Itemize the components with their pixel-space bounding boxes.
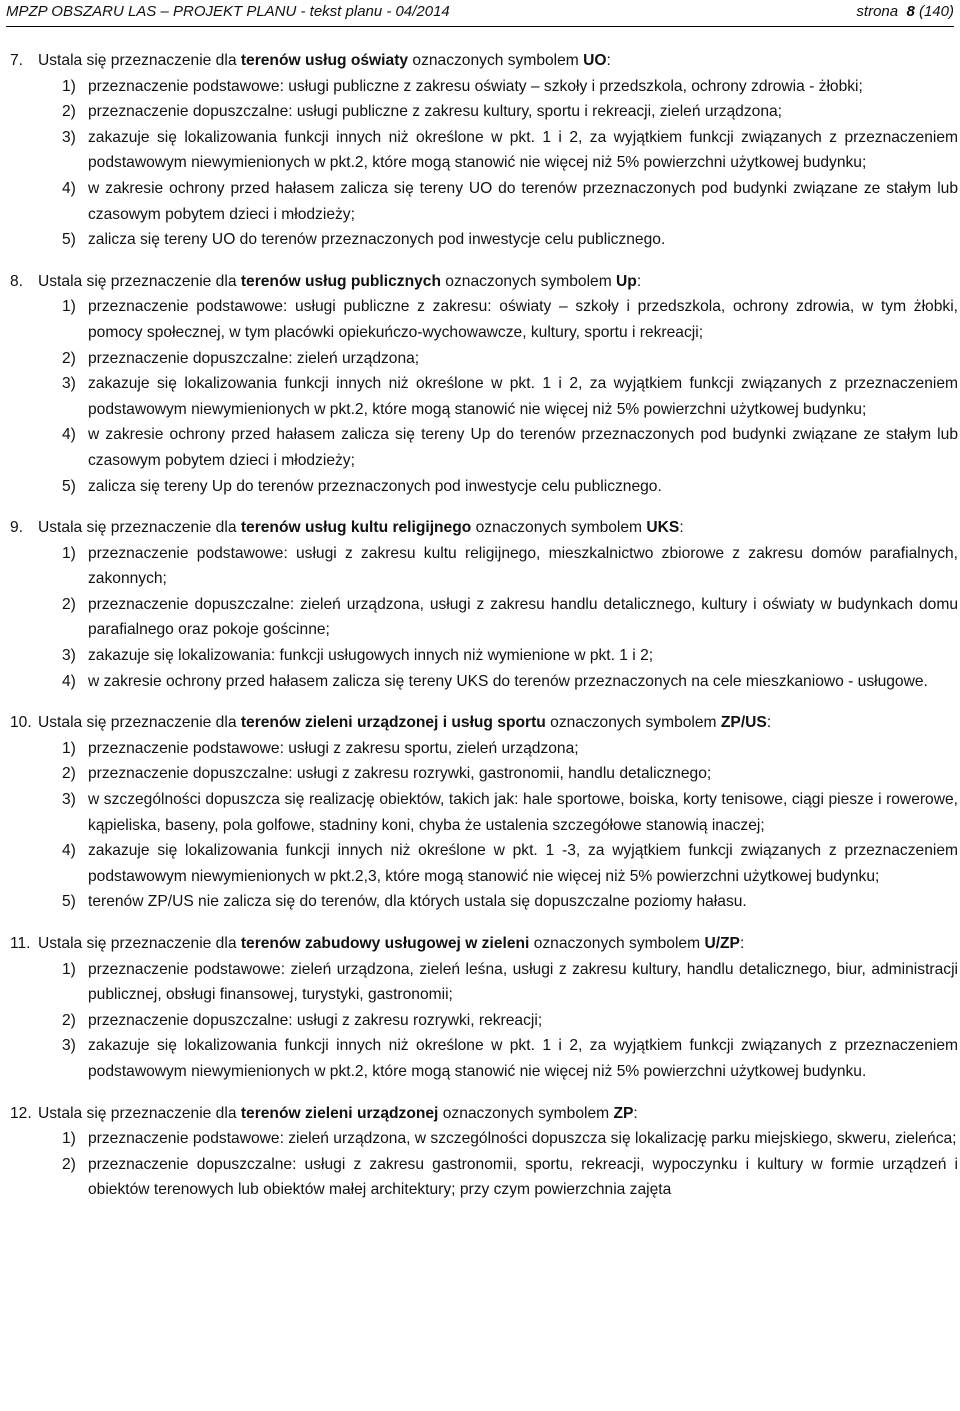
list-item — [62, 125, 958, 176]
heading-prefix: Ustala się przeznaczenie dla — [38, 1104, 241, 1122]
item-text: zakazuje się lokalizowania: funkcji usługowych innych niż wymienione w pkt. 1 i 2; — [88, 647, 654, 665]
heading-connector: oznaczonych symbolem — [545, 714, 721, 732]
land-use-name: terenów usług publicznych — [240, 272, 441, 290]
land-use-name: terenów zieleni urządzonej — [240, 1104, 439, 1122]
item-text: w szczególności dopuszcza się realizację obiektów, takich jak: hale sportowe, boiska, korty tenisowe, ciągi piesze i rowerowe, kąpieliska, baseny, pola golfowe, stadniny koni, chyba że ustalenia szczegółowe stanowią inaczej; — [88, 791, 958, 834]
list-item — [62, 643, 958, 669]
header-title: MPZP OBSZARU LAS – PROJEKT PLANU - tekst planu - 04/2014 — [6, 3, 450, 20]
item-text: w zakresie ochrony przed hałasem zalicza się tereny UO do terenów przeznaczonych pod budynki związane ze stałym lub czasowym pobytem dzieci i młodzieży; — [88, 179, 958, 223]
land-use-name: terenów zabudowy usługowej w zieleni — [240, 935, 530, 952]
section-heading-text — [38, 48, 958, 74]
heading-prefix: Ustala się przeznaczenie dla — [38, 935, 241, 952]
page-total: (140) — [918, 3, 954, 20]
section-number: 7. — [10, 52, 24, 69]
item-list — [62, 541, 958, 695]
item-text: przeznaczenie dopuszczalne: zieleń urządzona, usługi z zakresu handlu detalicznego, kultury i oświaty w budynkach domu parafialnego oraz pokoje gościnne; — [88, 595, 958, 639]
page-number: 8 — [906, 3, 915, 20]
section-heading — [10, 710, 958, 736]
list-item — [62, 99, 958, 125]
item-number: 3) — [62, 1037, 76, 1055]
item-text: przeznaczenie dopuszczalne: usługi z zakresu rozrywki, rekreacji; — [88, 1011, 543, 1029]
item-number: 2) — [62, 1011, 76, 1029]
section-number: 9. — [10, 519, 24, 537]
land-use-name: terenów usług oświaty — [240, 52, 409, 69]
item-number: 3) — [62, 375, 76, 393]
zone-symbol: ZP — [613, 1104, 634, 1122]
section-heading-text — [38, 515, 958, 541]
list-item — [62, 957, 958, 1008]
heading-connector: oznaczonych symbolem — [408, 52, 584, 69]
list-item — [62, 592, 958, 643]
item-number: 1) — [62, 298, 76, 316]
list-item — [62, 474, 958, 500]
page-label: strona — [856, 3, 899, 20]
item-list — [62, 74, 958, 253]
item-text: zakazuje się lokalizowania funkcji innych niż określone w pkt. 1 -3, za wyjątkiem funkcji związanych z przeznaczeniem podstawowym niewymienionych w pkt.2,3, które mogą stanowić nie więcej niż 5% powierzchni użytkowej budynku; — [88, 842, 958, 885]
item-number: 2) — [62, 595, 76, 613]
item-text: terenów ZP/US nie zalicza się do terenów, dla których ustala się dopuszczalne poziomy hałasu. — [88, 893, 747, 911]
item-number: 5) — [62, 893, 76, 911]
list-item — [62, 346, 958, 372]
item-text: zakazuje się lokalizowania funkcji innych niż określone w pkt. 1 i 2, za wyjątkiem funkcji związanych z przeznaczeniem podstawowym niewymienionych w pkt.2, które mogą stanowić nie więcej niż 5% powierzchni użytkowej budynku. — [88, 1037, 958, 1080]
section-heading-text — [38, 931, 958, 957]
land-use-name: terenów usług kultu religijnego — [240, 519, 472, 537]
heading-prefix: Ustala się przeznaczenie dla — [38, 519, 241, 537]
section-number: 12. — [10, 1104, 32, 1122]
list-item — [62, 1033, 958, 1084]
item-text: zakazuje się lokalizowania funkcji innych niż określone w pkt. 1 i 2, za wyjątkiem funkcji związanych z przeznaczeniem podstawowym niewymienionych w pkt.2, które mogą stanowić nie więcej niż 5% powierzchni użytkowej budynku; — [88, 375, 958, 418]
item-text: przeznaczenie podstawowe: zieleń urządzona, w szczególności dopuszcza się lokalizację parku miejskiego, skweru, zieleńca; — [88, 1130, 957, 1148]
list-item — [62, 669, 958, 695]
heading-prefix: Ustala się przeznaczenie dla — [38, 52, 241, 69]
item-text: przeznaczenie dopuszczalne: usługi z zakresu rozrywki, gastronomii, handlu detalicznego; — [88, 765, 712, 783]
heading-connector: oznaczonych symbolem — [440, 272, 617, 290]
item-text: przeznaczenie podstawowe: usługi publiczne z zakresu: oświaty – szkoły i przedszkola, ochrony zdrowia, w tym żłobki, pomocy społecznej, w tym placówki opiekuńczo-wychowawcze, kultury, sportu i rekreacji; — [88, 298, 958, 341]
item-number: 2) — [62, 765, 76, 783]
heading-connector: oznaczonych symbolem — [438, 1104, 614, 1122]
list-item — [62, 422, 958, 473]
section-8 — [10, 269, 958, 499]
item-number: 4) — [62, 426, 76, 444]
page-header — [6, 0, 954, 27]
page-indicator — [856, 3, 954, 20]
heading-suffix: : — [633, 1104, 638, 1122]
list-item — [62, 541, 958, 592]
section-number: 11. — [10, 935, 31, 952]
heading-prefix: Ustala się przeznaczenie dla — [38, 714, 241, 732]
heading-suffix: : — [739, 935, 745, 952]
section-7 — [10, 48, 958, 253]
section-heading-text — [38, 269, 958, 295]
section-heading — [10, 931, 958, 957]
zone-symbol: Up — [616, 272, 637, 290]
heading-prefix: Ustala się przeznaczenie dla — [38, 272, 241, 290]
item-text: przeznaczenie podstawowe: usługi publiczne z zakresu oświaty – szkoły i przedszkola, ochrony zdrowia - żłobki; — [88, 77, 863, 95]
item-text: zalicza się tereny UO do terenów przeznaczonych pod inwestycje celu publicznego. — [88, 231, 666, 249]
item-number: 1) — [62, 77, 76, 95]
section-heading — [10, 515, 958, 541]
section-12 — [10, 1101, 958, 1203]
item-number: 4) — [62, 179, 76, 197]
item-list — [62, 294, 958, 499]
item-number: 2) — [62, 103, 76, 121]
item-number: 3) — [62, 128, 76, 146]
item-text: w zakresie ochrony przed hałasem zalicza się tereny UKS do terenów przeznaczonych na cele mieszkaniowo - usługowe. — [88, 672, 928, 690]
item-number: 1) — [62, 739, 76, 757]
item-list — [62, 1126, 958, 1203]
list-item — [62, 889, 958, 915]
land-use-name: terenów zieleni urządzonej i usług sportu — [240, 714, 546, 732]
item-number: 4) — [62, 842, 76, 860]
list-item — [62, 371, 958, 422]
section-number: 10. — [10, 714, 32, 732]
item-text: przeznaczenie podstawowe: zieleń urządzona, zieleń leśna, usługi z zakresu kultury, handlu detalicznego, biur, administracji publicznej, obsługi finansowej, turystyki, gastronomii; — [88, 960, 958, 1004]
heading-suffix: : — [606, 52, 611, 69]
zone-symbol: UKS — [646, 519, 680, 537]
section-10 — [10, 710, 958, 915]
item-text: przeznaczenie podstawowe: usługi z zakresu kultu religijnego, mieszkalnictwo zbiorowe z zakresu domów parafialnych, zakonnych; — [88, 544, 958, 588]
list-item — [62, 74, 958, 100]
item-number: 5) — [62, 477, 76, 495]
item-number: 3) — [62, 647, 76, 665]
item-number: 1) — [62, 1130, 76, 1148]
heading-suffix: : — [766, 714, 772, 732]
item-text: przeznaczenie dopuszczalne: usługi z zakresu gastronomii, sportu, rekreacji, wypoczynku i kultury w formie urządzeń i obiektów terenowych lub obiektów małej architektury; przy czym powierzchnia zajęta — [88, 1155, 958, 1199]
heading-connector: oznaczonych symbolem — [471, 519, 647, 537]
list-item — [62, 761, 958, 787]
document-body — [10, 48, 958, 1219]
item-text: przeznaczenie podstawowe: usługi z zakresu sportu, zieleń urządzona; — [88, 739, 579, 757]
item-list — [62, 957, 958, 1085]
item-number: 1) — [62, 544, 76, 562]
item-number: 4) — [62, 672, 76, 690]
item-number: 3) — [62, 791, 76, 809]
list-item — [62, 736, 958, 762]
list-item — [62, 1126, 958, 1152]
item-text: w zakresie ochrony przed hałasem zalicza się tereny Up do terenów przeznaczonych pod budynki związane ze stałym lub czasowym pobytem dzieci i młodzieży; — [88, 426, 958, 469]
list-item — [62, 176, 958, 227]
section-heading — [10, 48, 958, 74]
heading-connector: oznaczonych symbolem — [529, 935, 705, 952]
item-number: 1) — [62, 960, 76, 978]
list-item — [62, 787, 958, 838]
list-item — [62, 838, 958, 889]
heading-suffix: : — [679, 519, 684, 537]
zone-symbol: U/ZP — [704, 935, 740, 952]
list-item — [62, 227, 958, 253]
item-text: przeznaczenie dopuszczalne: zieleń urządzona; — [88, 349, 420, 367]
list-item — [62, 1008, 958, 1034]
heading-suffix: : — [636, 272, 642, 290]
section-heading — [10, 1101, 958, 1127]
item-number: 2) — [62, 1155, 76, 1173]
section-9 — [10, 515, 958, 694]
section-heading — [10, 269, 958, 295]
item-text: zakazuje się lokalizowania funkcji innych niż określone w pkt. 1 i 2, za wyjątkiem funkcji związanych z przeznaczeniem podstawowym niewymienionych w pkt.2, które mogą stanowić nie więcej niż 5% powierzchni użytkowej budynku; — [88, 128, 958, 172]
list-item — [62, 1152, 958, 1203]
section-heading-text — [38, 710, 958, 736]
item-number: 2) — [62, 349, 76, 367]
section-11 — [10, 931, 958, 1085]
item-text: zalicza się tereny Up do terenów przeznaczonych pod inwestycje celu publicznego. — [88, 477, 662, 495]
item-list — [62, 736, 958, 915]
item-text: przeznaczenie dopuszczalne: usługi publiczne z zakresu kultury, sportu i rekreacji, zieleń urządzona; — [88, 103, 782, 121]
item-number: 5) — [62, 231, 76, 249]
list-item — [62, 294, 958, 345]
section-number: 8. — [10, 272, 24, 290]
section-heading-text — [38, 1101, 958, 1127]
zone-symbol: UO — [583, 52, 607, 69]
zone-symbol: ZP/US — [720, 714, 767, 732]
